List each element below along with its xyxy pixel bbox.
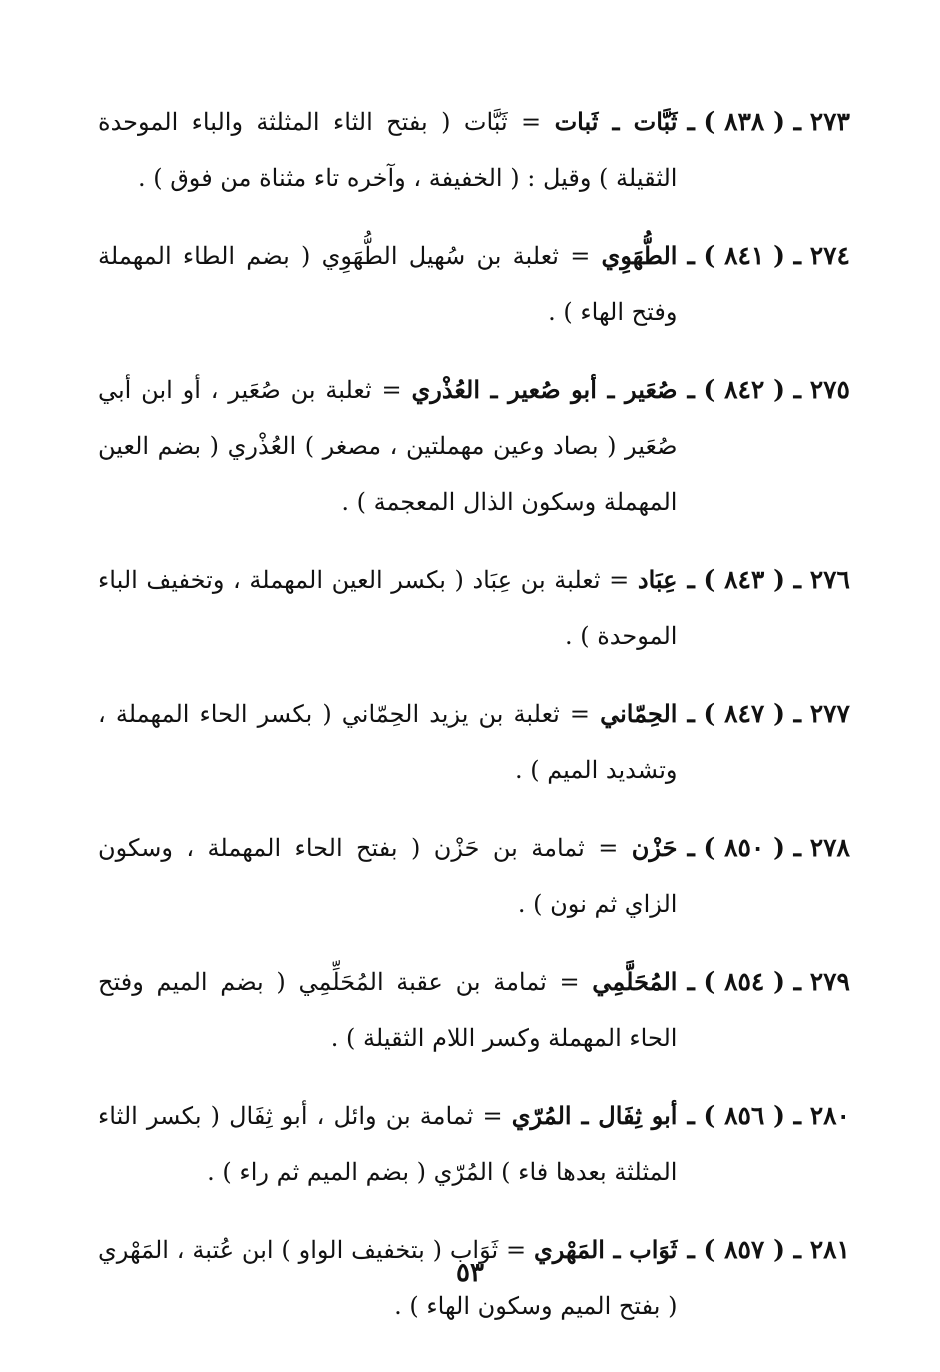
list-item [98, 552, 850, 664]
entry-headword: ثَبَّات ـ ثَبات [554, 107, 678, 136]
list-item [98, 686, 850, 798]
entry-headword: حَزْن [631, 833, 678, 862]
entry-definition: = ثعلبة بن سُهيل الطُّهَوِي ( بضم الطاء المهملة وفتح الهاء ) . [98, 242, 678, 326]
entry-number: ٢٧٩ [809, 967, 850, 996]
list-item [98, 820, 850, 932]
entry-number-label: ٢٧٦ ـ ( ٨٤٣ ) ـ [687, 565, 850, 594]
entry-text [98, 1088, 677, 1200]
entry-number-label: ٢٧٤ ـ ( ٨٤١ ) ـ [687, 241, 850, 270]
entries-list [98, 94, 850, 1334]
entry-headword: عِبَاد [637, 565, 678, 594]
entry-reference: ٨٥٠ [724, 833, 765, 862]
entry-text [98, 362, 677, 530]
entry-reference: ٨٥٤ [724, 967, 765, 996]
entry-number: ٢٨١ [809, 1235, 850, 1264]
entry-reference: ٨٥٧ [724, 1235, 765, 1264]
entry-text [98, 954, 677, 1066]
entry-reference: ٨٥٦ [724, 1101, 765, 1130]
entry-headword: الطُّهَوِي [601, 241, 678, 270]
entry-definition: = ثعلبة بن صُعَير ، أو ابن أبي صُعَير ( بصاد وعين مهملتين ، مصغر ) العُذْري ( بضم العين المهملة وسكون الذال المعجمة ) . [98, 376, 678, 516]
entry-definition: = ثعلبة بن يزيد الحِمّاني ( بكسر الحاء المهملة ، وتشديد الميم ) . [98, 700, 678, 784]
list-item [98, 362, 850, 530]
entry-text [98, 686, 677, 798]
list-item [98, 1088, 850, 1200]
list-item [98, 94, 850, 206]
page-number: ٥٣ [456, 1258, 484, 1288]
entry-reference: ٨٤١ [724, 241, 765, 270]
entry-reference: ٨٣٨ [724, 107, 765, 136]
entry-headword: صُعَير ـ أبو صُعير ـ العُذْري [411, 375, 678, 404]
entry-headword: المُحَلَّمِي [592, 967, 678, 996]
entry-number: ٢٧٥ [809, 375, 850, 404]
entry-text [98, 552, 677, 664]
entry-number-label: ٢٧٥ ـ ( ٨٤٢ ) ـ [687, 375, 850, 404]
entry-definition: = ثمامة بن عقبة المُحَلِّمِي ( بضم الميم وفتح الحاء المهملة وكسر اللام الثقيلة ) . [98, 968, 678, 1052]
entry-text [98, 94, 677, 206]
entry-headword: ثَوَاب ـ المَهْري [533, 1235, 678, 1264]
entry-number: ٢٧٦ [809, 565, 850, 594]
entry-number-label: ٢٧٩ ـ ( ٨٥٤ ) ـ [687, 967, 850, 996]
entry-number-label: ٢٧٨ ـ ( ٨٥٠ ) ـ [687, 833, 850, 862]
entry-definition: = ثَبَّات ( بفتح الثاء المثلثة والباء الموحدة الثقيلة ) وقيل : ( الخفيفة ، وآخره تاء مثناة من فوق ) . [98, 108, 678, 192]
entry-number-label: ٢٧٣ ـ ( ٨٣٨ ) ـ [687, 107, 850, 136]
entry-number: ٢٧٤ [809, 241, 850, 270]
entry-number-label: ٢٨٠ ـ ( ٨٥٦ ) ـ [687, 1101, 850, 1130]
entry-definition: = ثعلبة بن عِبَاد ( بكسر العين المهملة ، وتخفيف الباء الموحدة ) . [98, 566, 678, 650]
entry-text [98, 228, 677, 340]
entry-headword: الحِمّاني [600, 699, 678, 728]
entry-definition: = ثمامة بن حَزْن ( بفتح الحاء المهملة ، وسكون الزاي ثم نون ) . [98, 834, 678, 918]
entry-reference: ٨٤٢ [724, 375, 765, 404]
list-item [98, 954, 850, 1066]
entry-reference: ٨٤٣ [724, 565, 765, 594]
entry-number: ٢٧٨ [809, 833, 850, 862]
entry-number: ٢٧٣ [809, 107, 850, 136]
entry-definition: = ثمامة بن وائل ، أبو ثِفَال ( بكسر الثاء المثلثة بعدها فاء ) المُرّي ( بضم الميم ثم راء ) . [98, 1102, 678, 1186]
entry-text [98, 820, 677, 932]
entry-headword: أبو ثِفَال ـ المُرّي [511, 1101, 678, 1130]
entry-number: ٢٨٠ [809, 1101, 850, 1130]
entry-reference: ٨٤٧ [724, 699, 765, 728]
entry-number: ٢٧٧ [809, 699, 850, 728]
entry-definition: = ثَوَاب ( بتخفيف الواو ) ابن عُتبة ، المَهْري ( بفتح الميم وسكون الهاء ) . [98, 1236, 678, 1320]
list-item [98, 228, 850, 340]
entry-number-label: ٢٧٧ ـ ( ٨٤٧ ) ـ [687, 699, 850, 728]
entry-number-label: ٢٨١ ـ ( ٨٥٧ ) ـ [687, 1235, 850, 1264]
